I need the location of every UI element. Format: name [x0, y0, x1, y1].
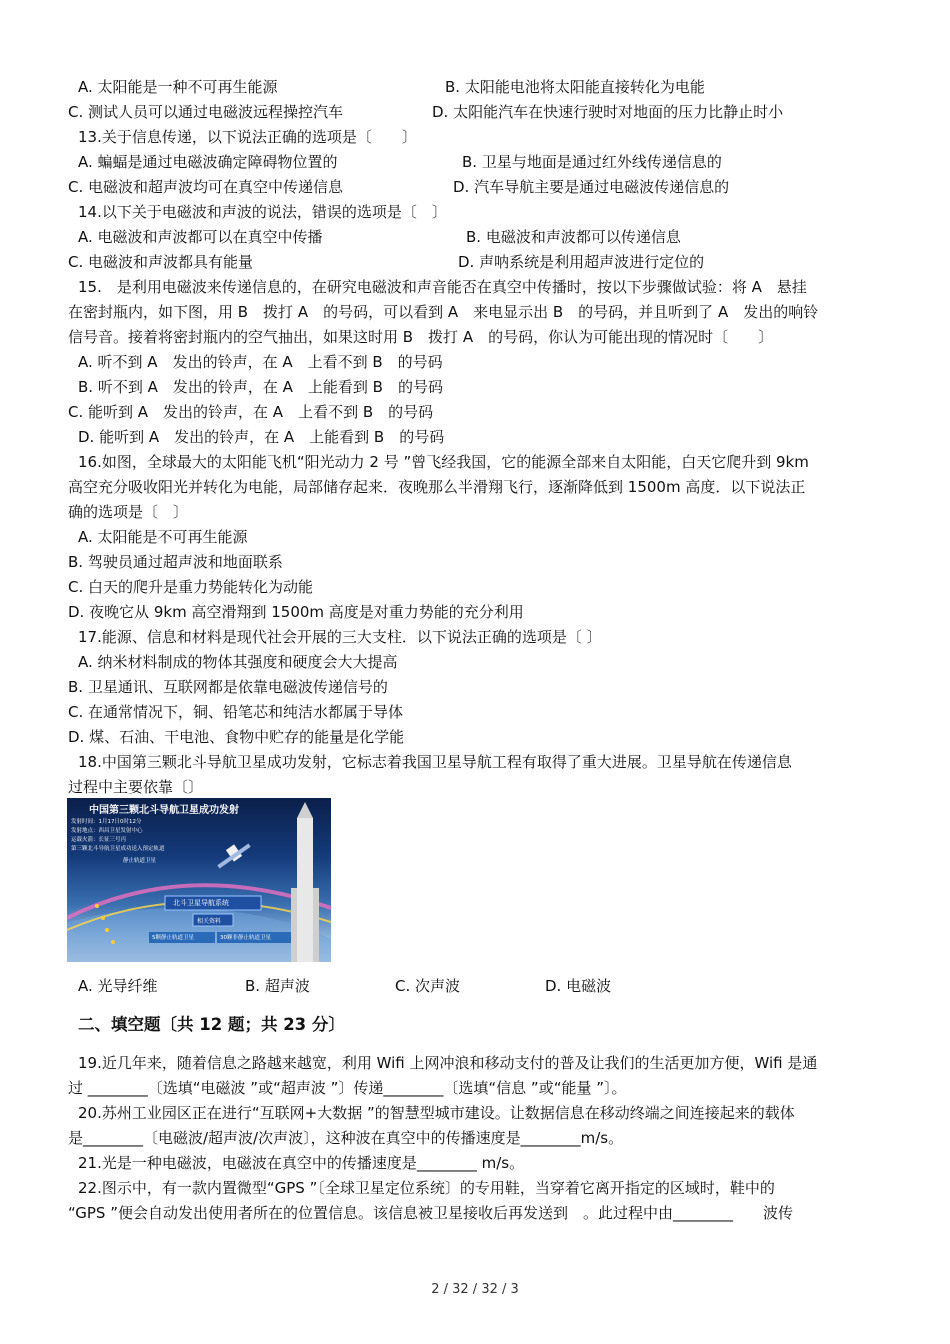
beidou-launch-photo — [67, 798, 331, 962]
q20-line2: 是________〔电磁波/超声波/次声波〕，这种波在真空中的传播速度是________m/s。 — [68, 1129, 624, 1147]
q12-option-d: D. 太阳能汽车在快速行驶时对地面的压力比静止时小 — [432, 103, 784, 121]
q16-stem-line3: 确的选项是〔 〕 — [68, 503, 189, 521]
q22-line2: “GPS ”便会自动发出使用者所在的位置信息。该信息被卫星接收后再发送到 。此过程中由________ 波传 — [68, 1204, 793, 1222]
photo-headline: 中国第三颗北斗导航卫星成功发射 — [89, 805, 239, 816]
q16-stem-line2: 高空充分吸收阳光并转化为电能，局部储存起来．夜晚那么半滑翔飞行，逐渐降低到 1500m 高度．以下说法正 — [68, 478, 806, 496]
q13-option-a: A. 蝙蝠是通过电磁波确定障碍物位置的 — [78, 153, 338, 171]
q18-stem-line1: 18.中国第三颗北斗导航卫星成功发射，它标志着我国卫星导航工程有取得了重大进展。卫星导航在传递信息 — [78, 753, 792, 771]
rocket-body — [297, 818, 313, 962]
photo-bullet-2: 发射地点：西昌卫星发射中心 — [71, 828, 143, 834]
q14-option-d: D. 声呐系统是利用超声波进行定位的 — [458, 253, 705, 271]
photo-bullet-3: 运载火箭：长征三号丙 — [71, 837, 127, 843]
q13-stem: 13.关于信息传递，以下说法正确的选项是〔 〕 — [78, 128, 417, 146]
q18-stem-line2: 过程中主要依靠〔〕 — [68, 778, 204, 796]
q13-option-c: C. 电磁波和超声波均可在真空中传递信息 — [68, 178, 344, 196]
q16-option-b: B. 驾驶员通过超声波和地面联系 — [68, 553, 283, 571]
q17-option-d: D. 煤、石油、干电池、食物中贮存的能量是化学能 — [68, 728, 405, 746]
q15-option-d: D. 能听到 A 发出的铃声，在 A 上能看到 B 的号码 — [78, 428, 445, 446]
rocket-booster-left — [291, 888, 297, 962]
station-dot — [101, 916, 105, 920]
photo-band2: 30颗非静止轨道卫星 — [220, 935, 271, 941]
q17-stem: 17.能源、信息和材料是现代社会开展的三大支柱．以下说法正确的选项是〔 〕 — [78, 628, 602, 646]
q15-stem-line3: 信号音。接着将密封瓶内的空气抽出，如果这时用 B 拨打 A 的号码，你认为可能出现的情况时〔 〕 — [68, 328, 774, 346]
q12-option-b: B. 太阳能电池将太阳能直接转化为电能 — [445, 78, 705, 96]
photo-band1: 5颗静止轨道卫星 — [152, 935, 194, 941]
q14-option-b: B. 电磁波和声波都可以传递信息 — [466, 228, 681, 246]
q15-stem-line2: 在密封瓶内，如下图，用 B 拨打 A 的号码，可以看到 A 来电显示出 B 的号码，并且听到了 A 发出的响铃 — [68, 303, 819, 321]
photo-bullet-4: 第三颗北斗导航卫星成功送入预定轨道 — [71, 846, 165, 852]
q13-option-b: B. 卫星与地面是通过红外线传递信息的 — [462, 153, 722, 171]
q17-option-b: B. 卫星通讯、互联网都是依靠电磁波传递信号的 — [68, 678, 388, 696]
q15-stem-line1: 15. 是利用电磁波来传递信息的，在研究电磁波和声音能否在真空中传播时，按以下步骤做试验：将 A 悬挂 — [78, 278, 807, 296]
q22-line1: 22.图示中，有一款内置微型“GPS ”〔全球卫星定位系统〕的专用鞋，当穿着它离开指定的区域时，鞋中的 — [78, 1179, 775, 1197]
q19-line1: 19.近几年来，随着信息之路越来越宽，利用 Wifi 上网冲浪和移动支付的普及让我们的生活更加方便，Wifi 是通 — [78, 1054, 818, 1072]
q14-option-a: A. 电磁波和声波都可以在真空中传播 — [78, 228, 323, 246]
rocket-booster-right — [313, 888, 319, 962]
q20-line1: 20.苏州工业园区正在进行“互联网+大数据 ”的智慧型城市建设。让数据信息在移动终端之间连接起来的载体 — [78, 1104, 795, 1122]
q12-option-a: A. 太阳能是一种不可再生能源 — [78, 78, 278, 96]
q18-option-d: D. 电磁波 — [545, 977, 612, 995]
q15-option-a: A. 听不到 A 发出的铃声，在 A 上看不到 B 的号码 — [78, 353, 443, 371]
q14-option-c: C. 电磁波和声波都具有能量 — [68, 253, 254, 271]
q16-option-d: D. 夜晚它从 9km 高空滑翔到 1500m 高度是对重力势能的充分利用 — [68, 603, 524, 621]
station-dot — [105, 928, 109, 932]
q16-option-c: C. 白天的爬升是重力势能转化为动能 — [68, 578, 314, 596]
page-number: 2 / 32 / 32 / 3 — [431, 1282, 519, 1297]
q16-option-a: A. 太阳能是不可再生能源 — [78, 528, 248, 546]
q12-option-c: C. 测试人员可以通过电磁波远程操控汽车 — [68, 103, 344, 121]
photo-sat-label: 静止轨道卫星 — [123, 858, 157, 864]
q18-option-b: B. 超声波 — [245, 977, 310, 995]
photo-bullet-1: 发射时间：1月17日0时12分 — [71, 819, 142, 825]
q15-option-c: C. 能听到 A 发出的铃声，在 A 上看不到 B 的号码 — [68, 403, 434, 421]
photo-system-label: 北斗卫星导航系统 — [173, 899, 229, 907]
q13-option-d: D. 汽车导航主要是通过电磁波传递信息的 — [453, 178, 730, 196]
q17-option-c: C. 在通常情况下，铜、铅笔芯和纯洁水都属于导体 — [68, 703, 404, 721]
photo-sub-label: 相关资料 — [197, 918, 222, 925]
q15-option-b: B. 听不到 A 发出的铃声，在 A 上能看到 B 的号码 — [78, 378, 443, 396]
q18-option-a: A. 光导纤维 — [78, 977, 158, 995]
q16-stem-line1: 16.如图，全球最大的太阳能飞机“阳光动力 2 号 ”曾飞经我国，它的能源全部来自太阳能，白天它爬升到 9km — [78, 453, 809, 471]
rocket-nose — [297, 802, 313, 818]
station-dot — [95, 904, 99, 908]
q18-option-c: C. 次声波 — [395, 977, 461, 995]
q21-line1: 21.光是一种电磁波，电磁波在真空中的传播速度是________ m/s。 — [78, 1154, 525, 1172]
section-2-title: 二、填空题〔共 12 题；共 23 分〕 — [78, 1015, 345, 1034]
q17-option-a: A. 纳米材料制成的物体其强度和硬度会大大提高 — [78, 653, 398, 671]
q14-stem: 14.以下关于电磁波和声波的说法，错误的选项是〔 〕 — [78, 203, 447, 221]
q19-line2: 过 ________〔选填“电磁波 ”或“超声波 ”〕传递________〔选填“信息 ”或“能量 ”〕。 — [68, 1079, 627, 1097]
station-dot — [111, 940, 115, 944]
